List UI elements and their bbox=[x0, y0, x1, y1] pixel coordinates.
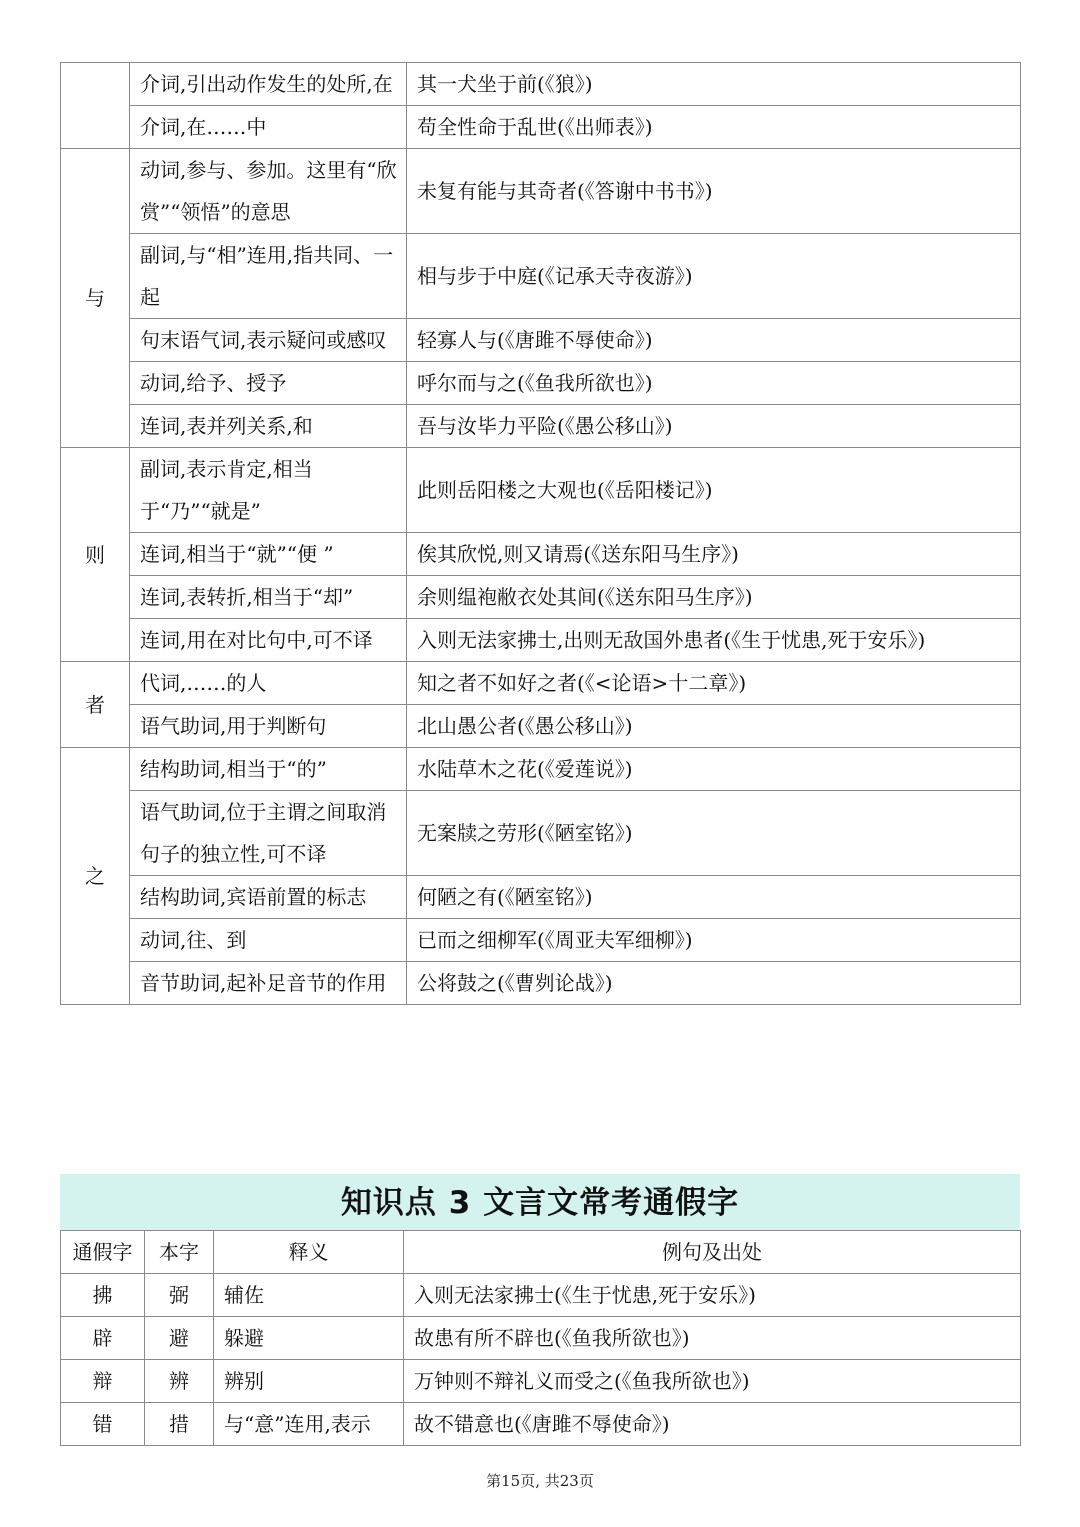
example-cell: 俟其欣悦,则又请焉(《送东阳马生序》) bbox=[407, 533, 1021, 576]
word-cell: 则 bbox=[61, 448, 130, 662]
table-row bbox=[61, 705, 1021, 748]
table-row bbox=[61, 876, 1021, 919]
table-row bbox=[61, 362, 1021, 405]
word-cell: 之 bbox=[61, 748, 130, 1005]
example-cell: 故不错意也(《唐雎不辱使命》) bbox=[404, 1403, 1021, 1446]
meaning-cell: 结构助词,宾语前置的标志 bbox=[130, 876, 407, 919]
meaning-cell: 副词,表示肯定,相当于“乃”“就是” bbox=[130, 448, 407, 533]
meaning-cell: 介词,引出动作发生的处所,在 bbox=[130, 63, 407, 106]
tongjia-char-cell: 辩 bbox=[61, 1360, 145, 1403]
table-row bbox=[61, 448, 1021, 533]
column-header: 例句及出处 bbox=[404, 1231, 1021, 1274]
example-cell: 余则缊袍敝衣处其间(《送东阳马生序》) bbox=[407, 576, 1021, 619]
example-cell: 知之者不如好之者(《<论语>十二章》) bbox=[407, 662, 1021, 705]
meaning-cell: 与“意”连用,表示 bbox=[214, 1403, 404, 1446]
page-number: 第15页, 共23页 bbox=[486, 1472, 594, 1490]
meaning-cell: 动词,往、到 bbox=[130, 919, 407, 962]
meaning-cell: 语气助词,位于主谓之间取消句子的独立性,可不译 bbox=[130, 791, 407, 876]
word-cell: 与 bbox=[61, 149, 130, 448]
word-cell: 者 bbox=[61, 662, 130, 748]
meaning-cell: 音节助词,起补足音节的作用 bbox=[130, 962, 407, 1005]
meaning-cell: 躲避 bbox=[214, 1317, 404, 1360]
meaning-cell: 动词,参与、参加。这里有“欣赏”“领悟”的意思 bbox=[130, 149, 407, 234]
column-header: 本字 bbox=[145, 1231, 214, 1274]
original-char-cell: 辨 bbox=[145, 1360, 214, 1403]
example-cell: 北山愚公者(《愚公移山》) bbox=[407, 705, 1021, 748]
meaning-cell: 连词,相当于“就”“便 ” bbox=[130, 533, 407, 576]
example-cell: 入则无法家拂士,出则无敌国外患者(《生于忧患,死于安乐》) bbox=[407, 619, 1021, 662]
table-row bbox=[61, 748, 1021, 791]
example-cell: 已而之细柳军(《周亚夫军细柳》) bbox=[407, 919, 1021, 962]
table-row bbox=[61, 1317, 1021, 1360]
meaning-cell: 结构助词,相当于“的” bbox=[130, 748, 407, 791]
section-title: 知识点 3 文言文常考通假字 bbox=[60, 1174, 1020, 1230]
table-row bbox=[61, 576, 1021, 619]
example-cell: 水陆草木之花(《爱莲说》) bbox=[407, 748, 1021, 791]
table-row bbox=[61, 619, 1021, 662]
meaning-cell: 连词,表并列关系,和 bbox=[130, 405, 407, 448]
meaning-cell: 副词,与“相”连用,指共同、一起 bbox=[130, 234, 407, 319]
example-cell: 何陋之有(《陋室铭》) bbox=[407, 876, 1021, 919]
example-cell: 无案牍之劳形(《陋室铭》) bbox=[407, 791, 1021, 876]
meaning-cell: 介词,在……中 bbox=[130, 106, 407, 149]
table-header-row bbox=[61, 1231, 1021, 1274]
column-header: 通假字 bbox=[61, 1231, 145, 1274]
table-row bbox=[61, 149, 1021, 234]
example-cell: 呼尔而与之(《鱼我所欲也》) bbox=[407, 362, 1021, 405]
tongjia-char-cell: 辟 bbox=[61, 1317, 145, 1360]
example-cell: 其一犬坐于前(《狼》) bbox=[407, 63, 1021, 106]
tongjia-table bbox=[60, 1230, 1021, 1446]
word-cell bbox=[61, 63, 130, 149]
example-cell: 入则无法家拂士(《生于忧患,死于安乐》) bbox=[404, 1274, 1021, 1317]
example-cell: 万钟则不辩礼义而受之(《鱼我所欲也》) bbox=[404, 1360, 1021, 1403]
meaning-cell: 辨别 bbox=[214, 1360, 404, 1403]
table-row bbox=[61, 234, 1021, 319]
table-row bbox=[61, 533, 1021, 576]
example-cell: 未复有能与其奇者(《答谢中书书》) bbox=[407, 149, 1021, 234]
example-cell: 苟全性命于乱世(《出师表》) bbox=[407, 106, 1021, 149]
example-cell: 公将鼓之(《曹刿论战》) bbox=[407, 962, 1021, 1005]
meaning-cell: 连词,表转折,相当于“却” bbox=[130, 576, 407, 619]
example-cell: 故患有所不辟也(《鱼我所欲也》) bbox=[404, 1317, 1021, 1360]
meaning-cell: 代词,……的人 bbox=[130, 662, 407, 705]
table-row bbox=[61, 319, 1021, 362]
table-row bbox=[61, 919, 1021, 962]
meaning-cell: 辅佐 bbox=[214, 1274, 404, 1317]
table-row bbox=[61, 962, 1021, 1005]
example-cell: 轻寡人与(《唐雎不辱使命》) bbox=[407, 319, 1021, 362]
example-cell: 此则岳阳楼之大观也(《岳阳楼记》) bbox=[407, 448, 1021, 533]
table-row bbox=[61, 1274, 1021, 1317]
example-cell: 吾与汝毕力平险(《愚公移山》) bbox=[407, 405, 1021, 448]
meaning-cell: 语气助词,用于判断句 bbox=[130, 705, 407, 748]
table-row bbox=[61, 1403, 1021, 1446]
tongjia-char-cell: 拂 bbox=[61, 1274, 145, 1317]
word-usage-table bbox=[60, 62, 1021, 1005]
tongjia-char-cell: 错 bbox=[61, 1403, 145, 1446]
original-char-cell: 避 bbox=[145, 1317, 214, 1360]
table-row bbox=[61, 662, 1021, 705]
table-row bbox=[61, 405, 1021, 448]
table-row bbox=[61, 791, 1021, 876]
meaning-cell: 句末语气词,表示疑问或感叹 bbox=[130, 319, 407, 362]
example-cell: 相与步于中庭(《记承天寺夜游》) bbox=[407, 234, 1021, 319]
table-row bbox=[61, 1360, 1021, 1403]
table-row bbox=[61, 106, 1021, 149]
meaning-cell: 动词,给予、授予 bbox=[130, 362, 407, 405]
column-header: 释义 bbox=[214, 1231, 404, 1274]
meaning-cell: 连词,用在对比句中,可不译 bbox=[130, 619, 407, 662]
original-char-cell: 措 bbox=[145, 1403, 214, 1446]
table-row bbox=[61, 63, 1021, 106]
original-char-cell: 弼 bbox=[145, 1274, 214, 1317]
